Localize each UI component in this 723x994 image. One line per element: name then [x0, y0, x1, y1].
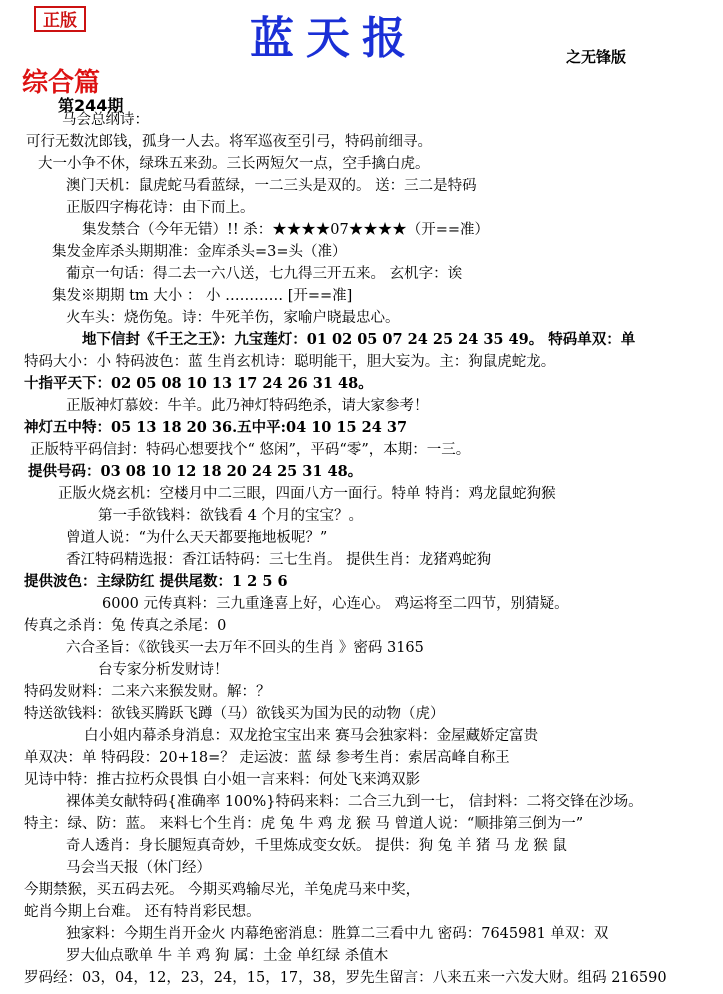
text-line: 大一小争不休，绿珠五来劲。三长两短欠一点，空手擒白虎。	[38, 156, 430, 172]
text-line: 第一手欲钱料：欲钱看 4 个月的宝宝？。	[98, 508, 363, 524]
text-line: 地下信封《千王之王》：九宝莲灯：01 02 05 07 24 25 24 35 49。 特码单双：单	[82, 331, 636, 348]
text-line: 正版火烧玄机：空楼月中二三眼，四面八方一面行。特单 特肖：鸡龙鼠蛇狗猴	[58, 486, 556, 502]
text-line: 提供波色：主绿防红 提供尾数：1 2 5 6	[24, 573, 288, 590]
newspaper-title: 蓝天报	[250, 13, 418, 64]
text-line: 六合圣旨：《欲钱买一去万年不回头的生肖 》密码 3165	[66, 640, 424, 656]
text-line: 罗码经：03，04，12，23，24，15，17，38，罗先生留言：八来五来一六发大财。组码 216590	[24, 970, 667, 986]
text-line: 马会总纲诗：	[62, 112, 149, 128]
text-line: 今期禁猴，买五码去死。 今期买鸡输尽光，羊兔虎马来中奖，	[24, 882, 421, 898]
text-line: 白小姐内幕杀身消息：双龙抢宝宝出来 赛马会独家料：金屋藏娇定富贵	[84, 728, 539, 744]
authentic-badge: 正版	[34, 6, 86, 32]
text-line: 十指平天下：02 05 08 10 13 17 24 26 31 48。	[24, 375, 373, 392]
text-line: 集发※期期 tm 大小 ： 小 ………… [开==准]	[52, 288, 353, 304]
text-line: 传真之杀肖：兔 传真之杀尾：0	[24, 618, 227, 634]
text-line: 见诗中特：推古拉朽众畏惧 白小姐一言来料：何处飞来鸿双影	[24, 772, 421, 788]
text-line: 正版四字梅花诗：由下而上。	[66, 200, 255, 216]
text-line: 提供号码：03 08 10 12 18 20 24 25 31 48。	[28, 463, 363, 480]
text-line: 蛇肖今期上台难。 还有特肖彩民想。	[24, 904, 261, 920]
text-line: 神灯五中特：05 13 18 20 36.五中平:04 10 15 24 37	[24, 419, 408, 436]
text-line: 特送欲钱料：欲钱买腾跃飞蹲（马）欲钱买为国为民的动物（虎）	[24, 706, 445, 722]
text-line: 独家料：今期生肖开金火 内幕绝密消息：胜算二三看中九 密码：7645981 单双：双	[66, 926, 609, 942]
text-line: 罗大仙点歌单 牛 羊 鸡 狗 属：土金 单红绿 杀值木	[66, 948, 389, 964]
text-line: 葡京一句话：得二去一六八送，七九得三开五来。 玄机字：诶	[66, 266, 463, 282]
text-line: 可行无数沈郎钱，孤身一人去。将军巡夜至引弓，特码前细寻。	[26, 134, 432, 150]
text-line: 正版神灯慕姣：牛羊。此乃神灯特码绝杀，请大家参考！	[66, 398, 429, 414]
text-line: 火车头：烧伤兔。诗：牛死羊伤，家喻户晓最忠心。	[66, 310, 400, 326]
text-line: 澳门天机：鼠虎蛇马看蓝绿，一二三头是双的。 送：三二是特码	[66, 178, 477, 194]
edition-label: 之无锋版	[566, 48, 627, 66]
text-line: 裸体美女献特码{准确率 100%}特码来料：二合三九到一七， 信封料：二将交锋在沙场。	[66, 794, 643, 810]
text-line: 6000 元传真料：三九重逢喜上好，心连心。 鸡运将至二四节，别猜疑。	[102, 596, 569, 612]
text-line: 集发金库杀头期期准：金库杀头=3=头（准）	[52, 244, 347, 260]
section-heading: 综合篇	[22, 68, 101, 98]
text-line: 台专家分析发财诗！	[98, 662, 229, 678]
text-line: 正版特平码信封：特码心想要找个“ 悠闲”，平码“零”，本期：一三。	[30, 442, 471, 458]
text-line: 特码大小：小 特码波色：蓝 生肖玄机诗：聪明能干，胆大妄为。主：狗鼠虎蛇龙。	[24, 354, 556, 370]
text-line: 特主：绿、防：蓝。 来料七个生肖：虎 兔 牛 鸡 龙 猴 马 曾道人说：“顺排第三倒为一”	[24, 816, 584, 832]
text-line: 特码发财料：二来六来猴发财。解：？	[24, 684, 271, 700]
issue-number: 第244期	[58, 96, 124, 115]
text-line: 曾道人说：“为什么天天都要拖地板呢？”	[66, 530, 328, 546]
text-line: 奇人透肖：身长腿短真奇妙，千里炼成变女妖。 提供：狗 兔 羊 猪 马 龙 猴 鼠	[66, 838, 567, 854]
text-line: 马会当天报（休门经）	[66, 860, 211, 876]
text-line: 集发禁合（今年无错）!! 杀：★★★★07★★★★（开==准）	[82, 222, 490, 238]
text-line: 单双决：单 特码段：20+18=？ 走运波：蓝 绿 参考生肖：索居高峰自称王	[24, 750, 510, 766]
text-line: 香江特码精选报：香江话特码：三七生肖。 提供生肖：龙猪鸡蛇狗	[66, 552, 492, 568]
